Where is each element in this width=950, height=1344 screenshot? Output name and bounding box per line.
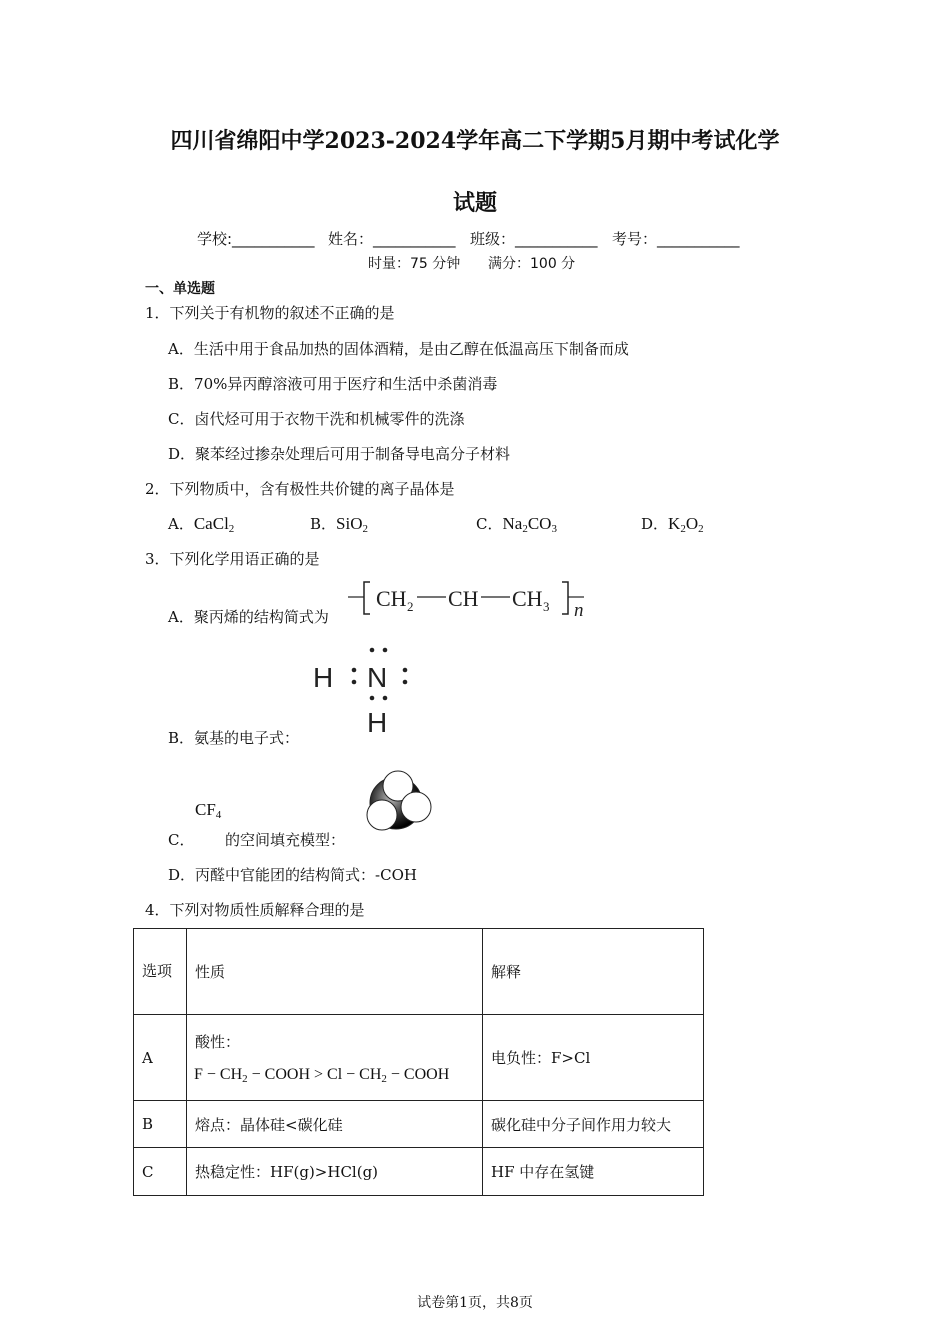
school-field: 学校:___________	[197, 230, 315, 248]
table-row	[134, 1015, 704, 1101]
q1-option-c: C．卤代烃可用于衣物干洗和机械零件的洗涤	[168, 410, 465, 428]
q2-stem: 2．下列物质中，含有极性共价键的离子晶体是	[145, 480, 455, 498]
section-heading: 一、单选题	[145, 281, 215, 297]
table-row	[134, 1101, 704, 1148]
class-field: 班级：___________	[470, 230, 598, 248]
amino-electron-formula	[310, 642, 420, 740]
q4-stem: 4．下列对物质性质解释合理的是	[145, 901, 365, 919]
svg-text:CH: CH	[512, 586, 543, 611]
q2-option-d: D．$K_2O_2$	[641, 514, 704, 535]
row-a-option: A	[134, 1015, 187, 1101]
svg-text:n: n	[574, 600, 584, 621]
name-field: 姓名：___________	[328, 230, 456, 248]
row-b-property: 熔点：晶体硅<碳化硅	[187, 1101, 483, 1148]
row-c-property: 热稳定性：HF(g)>HCl(g)	[187, 1148, 483, 1196]
q1-option-b: B．70%异丙醇溶液可用于医疗和生活中杀菌消毒	[168, 375, 498, 393]
row-a-property: 酸性： $F - CH_2$ − COOH > $Cl - CH_2$ − COOH	[187, 1015, 483, 1101]
q3-option-c-text: 的空间填充模型：	[225, 831, 346, 849]
space-filling-model-icon	[356, 770, 436, 836]
row-c-explanation: HF 中存在氢键	[483, 1148, 704, 1196]
q2-option-b: B．SiO$_2$	[310, 514, 368, 535]
q1-option-d: D．聚苯经过掺杂处理后可用于制备导电高分子材料	[168, 445, 511, 463]
page-title-cont: 试题	[452, 190, 497, 216]
page-title: 四川省绵阳中学2023-2024学年高二下学期5月期中考试化学	[170, 128, 780, 154]
row-c-option: C	[134, 1148, 187, 1196]
polypropylene-structure	[348, 578, 593, 626]
svg-text:H: H	[313, 662, 334, 693]
q2-option-c: C．$Na_2CO_3$	[476, 514, 557, 535]
q2-option-a: A．CaCl$_2$	[168, 514, 235, 535]
table-header-option: 选项	[134, 929, 187, 1015]
full-score: 满分：100 分	[488, 256, 576, 272]
svg-text:3: 3	[543, 599, 550, 614]
properties-table	[133, 928, 704, 1196]
row-b-option: B	[134, 1101, 187, 1148]
row-a-explanation: 电负性：F>Cl	[483, 1015, 704, 1101]
exam-time: 时量：75 分钟	[368, 256, 461, 272]
q3-option-a: A．聚丙烯的结构简式为	[168, 608, 329, 626]
svg-text:CH: CH	[448, 586, 479, 611]
svg-text:N: N	[367, 662, 388, 693]
table-header-explanation: 解释	[483, 929, 704, 1015]
q3-option-d: D．丙醛中官能团的结构简式：-COH	[168, 866, 417, 884]
q3-option-b: B．氨基的电子式：	[168, 729, 300, 747]
cf4-formula: $CF_4$	[195, 800, 222, 821]
table-header-row	[134, 929, 704, 1015]
q3-option-c-label: C．	[168, 831, 195, 849]
svg-text:CH: CH	[376, 586, 407, 611]
page-footer: 试卷第1页，共8页	[417, 1295, 533, 1311]
table-row	[134, 1148, 704, 1196]
svg-text:H: H	[367, 707, 388, 738]
q1-option-a: A．生活中用于食品加热的固体酒精，是由乙醇在低温高压下制备而成	[168, 340, 629, 358]
svg-text:2: 2	[407, 599, 414, 614]
q1-stem: 1．下列关于有机物的叙述不正确的是	[145, 304, 395, 322]
table-header-property: 性质	[187, 929, 483, 1015]
exam-number-field: 考号：___________	[612, 230, 740, 248]
q3-stem: 3．下列化学用语正确的是	[145, 550, 320, 568]
row-b-explanation: 碳化硅中分子间作用力较大	[483, 1101, 704, 1148]
